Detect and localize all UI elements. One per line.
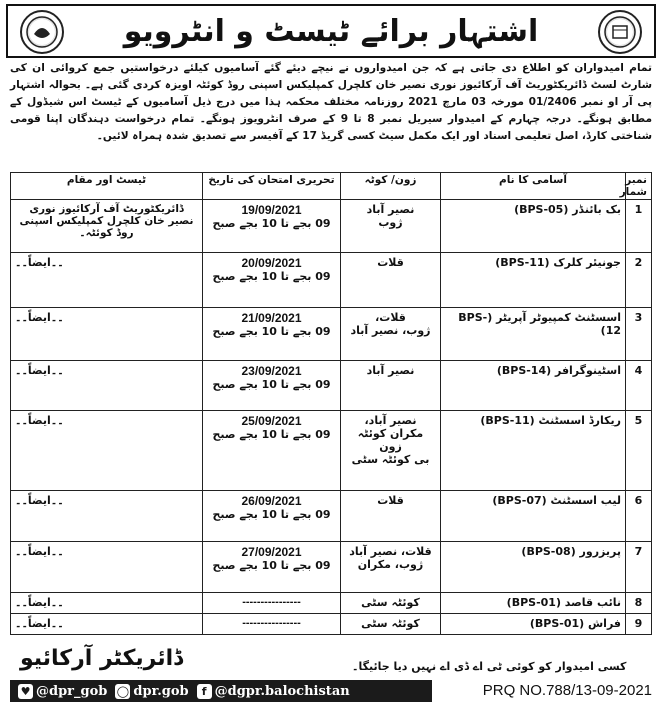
row-zone: نصیر آباد [341, 361, 441, 411]
facebook-icon: f [197, 684, 212, 699]
row-place: ۔۔ایضاً۔۔ [11, 593, 203, 614]
archives-seal-icon [598, 10, 642, 54]
table-row [11, 542, 652, 593]
row-name: اسٹینوگرافر (BPS-14) [441, 361, 626, 411]
table-row [11, 491, 652, 542]
table-row [11, 308, 652, 361]
row-zone: کوئٹہ سٹی [341, 593, 441, 614]
table-row [11, 200, 652, 253]
row-place: ڈائریکٹوریٹ آف آرکائیوز نوری نصیر خان کلچرل کمپلیکس اسپنی روڈ کوئٹہ۔ [11, 200, 203, 253]
row-place: ۔۔ایضاً۔۔ [11, 491, 203, 542]
row-date: ---------------- [203, 614, 341, 635]
row-num: 1 [626, 200, 652, 253]
row-name: لیب اسسٹنٹ (BPS-07) [441, 491, 626, 542]
header-date: تحریری امتحان کی تاریخ [203, 173, 341, 200]
row-place: ۔۔ایضاً۔۔ [11, 614, 203, 635]
row-name: جونیئر کلرک (BPS-11) [441, 253, 626, 308]
facebook-handle-group[interactable] [197, 684, 350, 699]
twitter-handle-group[interactable] [18, 684, 107, 699]
row-zone: قلات، ژوب، نصیر آباد [341, 308, 441, 361]
row-date: 27/09/2021 09 بجے تا 10 بجے صبح [203, 542, 341, 593]
row-zone: نصیر آباد ژوب [341, 200, 441, 253]
table-row [11, 614, 652, 635]
row-num: 2 [626, 253, 652, 308]
row-num: 9 [626, 614, 652, 635]
instagram-handle-group[interactable] [115, 684, 188, 699]
posts-table [10, 172, 652, 635]
prq-number: PRQ NO.788/13-09-2021 [482, 682, 652, 699]
row-place: ۔۔ایضاً۔۔ [11, 253, 203, 308]
row-date: 19/09/2021 09 بجے تا 10 بجے صبح [203, 200, 341, 253]
page-title: اشتہار برائے ٹیسٹ و انٹرویو [123, 14, 539, 49]
row-date: 21/09/2021 09 بجے تا 10 بجے صبح [203, 308, 341, 361]
row-zone: قلات [341, 491, 441, 542]
row-date: 23/09/2021 09 بجے تا 10 بجے صبح [203, 361, 341, 411]
table-row [11, 361, 652, 411]
row-date: 20/09/2021 09 بجے تا 10 بجے صبح [203, 253, 341, 308]
row-date: 25/09/2021 09 بجے تا 10 بجے صبح [203, 411, 341, 491]
row-zone: کوئٹہ سٹی [341, 614, 441, 635]
row-date: 26/09/2021 09 بجے تا 10 بجے صبح [203, 491, 341, 542]
twitter-icon: ♥ [18, 684, 33, 699]
row-zone: قلات [341, 253, 441, 308]
twitter-handle: @dpr_gob [36, 683, 108, 699]
instagram-handle: dpr.gob [133, 683, 189, 699]
row-name: فراش (BPS-01) [441, 614, 626, 635]
table-header-row [11, 173, 652, 200]
row-num: 6 [626, 491, 652, 542]
row-place: ۔۔ایضاً۔۔ [11, 361, 203, 411]
header-place: ٹیسٹ اور مقام [11, 173, 203, 200]
table-row [11, 253, 652, 308]
instagram-icon: ◯ [116, 684, 130, 698]
row-num: 8 [626, 593, 652, 614]
director-signature: ڈائریکٹر آرکائیو [20, 646, 183, 671]
header-num: نمبر شمار [626, 173, 652, 200]
facebook-handle: @dgpr.balochistan [214, 683, 350, 699]
row-num: 3 [626, 308, 652, 361]
ta-da-note: کسی امیدوار کو کوئی ٹی اے ڈی اے نہیں دیا جائیگا۔ [352, 660, 627, 673]
table-row [11, 411, 652, 491]
row-num: 5 [626, 411, 652, 491]
intro-paragraph: تمام امیدواران کو اطلاع دی جاتی ہے کہ جن امیدواروں نے نیچے دیئے گئے آسامیوں کیلئے درخواستیں جمع کروائی ان کی شارٹ لسٹ ڈائریکٹوریٹ آف آرکائیوز نوری نصیر خان کلچرل کمپلیکس اسپنی روڈ کوئٹہ اویزہ کردی گئی ہے۔ بحوالہ اشتہار پی آر او نمبر 01/2406 مورخہ 03 مارچ 2021 روزنامہ مختلف محکمہ ہذا میں درج ذیل آسامیوں کے ٹیسٹ اس شیڈول کے مطابق ہونگے۔ درجہ چہارم کے امیدوار سیریل نمبر 8 تا 9 کے صرف انٹرویوز ہونگے۔ تمام درخواست دہندگان اپنا قومی شناختی کارڈ، اصل تعلیمی اسناد اور ایک مکمل سیٹ کسی گریڈ 17 کے آفیسر سے تصدیق شدہ ہمراہ لائیں۔ [10, 62, 652, 142]
row-name: ریکارڈ اسسٹنٹ (BPS-11) [441, 411, 626, 491]
table-row [11, 593, 652, 614]
row-num: 4 [626, 361, 652, 411]
row-zone: نصیر آباد، مکران کوئٹہ زون بی کوئٹہ سٹی [341, 411, 441, 491]
row-date: ---------------- [203, 593, 341, 614]
row-name: بک بائنڈر (BPS-05) [441, 200, 626, 253]
social-footer [10, 680, 432, 702]
row-name: اسسٹنٹ کمپیوٹر آپریٹر (BPS-12) [441, 308, 626, 361]
row-name: پریزرور (BPS-08) [441, 542, 626, 593]
balochistan-seal-icon [20, 10, 64, 54]
row-place: ۔۔ایضاً۔۔ [11, 308, 203, 361]
header-name: آسامی کا نام [441, 173, 626, 200]
row-place: ۔۔ایضاً۔۔ [11, 542, 203, 593]
row-name: نائب قاصد (BPS-01) [441, 593, 626, 614]
header-banner [6, 4, 656, 58]
header-zone: زون/ کوٹہ [341, 173, 441, 200]
row-place: ۔۔ایضاً۔۔ [11, 411, 203, 491]
row-zone: قلات، نصیر آباد ژوب، مکران [341, 542, 441, 593]
row-num: 7 [626, 542, 652, 593]
